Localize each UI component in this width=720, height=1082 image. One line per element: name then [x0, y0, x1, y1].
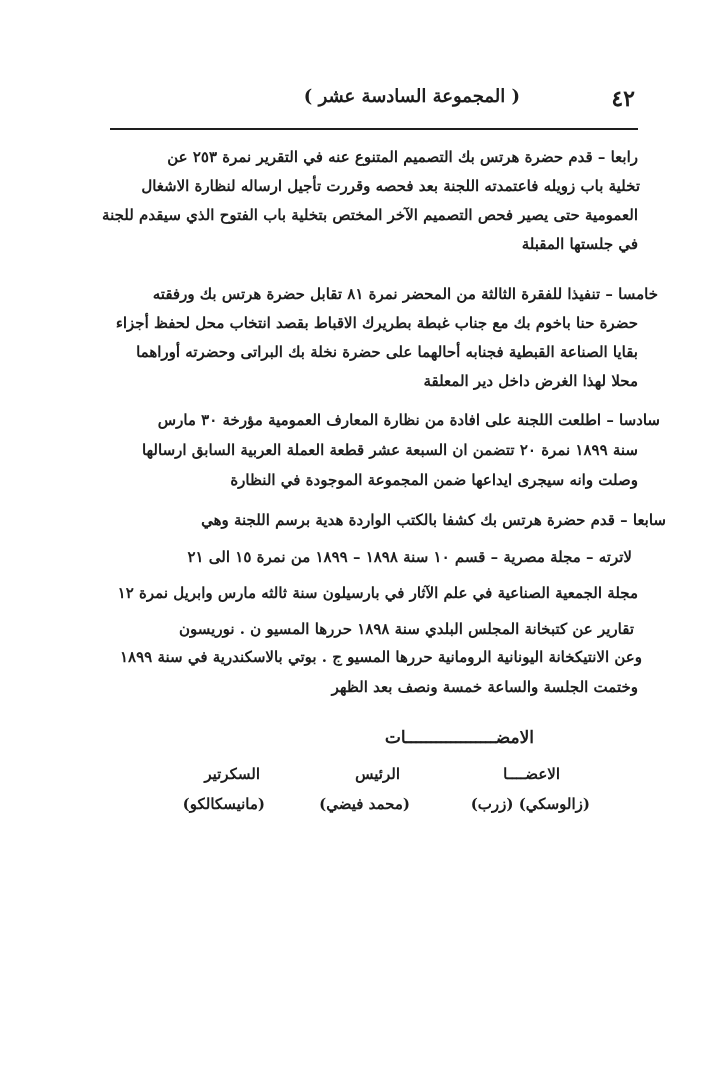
text-line: وعن الانتيكخانة اليونانية الرومانية حررها المسيو ج . بوتي بالاسكندرية في سنة ١٨٩٩ — [120, 648, 642, 666]
paragraph-sixth — [112, 408, 660, 498]
signatures-heading: الامضــــــــــــــــــات — [384, 728, 534, 748]
members-names: (زالوسكي) (زرب) — [470, 795, 590, 813]
text-line: وختمت الجلسة والساعة خمسة ونصف بعد الظهر — [331, 678, 638, 696]
secretary-name: (مانيسكالكو) — [182, 795, 265, 813]
page-number: ٤٢ — [611, 86, 635, 112]
text-line: رابعا – قدم حضرة هرتس بك التصميم المتنوع عنه في التقرير نمرة ٢٥٣ عن — [167, 148, 638, 166]
paragraph-seventh — [112, 508, 666, 538]
text-line: وصلت وانه سيجرى ايداعها ضمن المجموعة الموجودة في النظارة — [230, 471, 638, 489]
text-line: خامسا – تنفيذا للفقرة الثالثة من المحضر نمرة ٨١ تقابل حضرة هرتس بك ورفقته — [152, 285, 658, 303]
text-line: سابعا – قدم حضرة هرتس بك كشفا بالكتب الواردة هدية برسم اللجنة وهي — [201, 511, 666, 529]
text-line: في جلستها المقبلة — [521, 235, 638, 253]
text-line: سادسا – اطلعت اللجنة على افادة من نظارة المعارف العمومية مؤرخة ٣٠ مارس — [157, 411, 660, 429]
text-line: العمومية حتى يصير فحص التصميم الآخر المختص بتخلية باب الفتوح الذي سيقدم للجنة — [102, 206, 638, 224]
text-line: محلا لهذا الغرض داخل دير المعلقة — [423, 372, 638, 390]
president-title: الرئيس — [355, 765, 400, 783]
text-line: بقايا الصناعة القبطية فجنابه أحالهما على حضرة نخلة بك البراتى وحضرته أوراهما — [136, 343, 638, 361]
paragraph-fourth — [102, 145, 640, 265]
president-name: (محمد فيضي) — [319, 795, 410, 813]
text-line: سنة ١٨٩٩ نمرة ٢٠ تتضمن ان السبعة عشر قطعة العملة العربية السابق ارسالها — [141, 441, 638, 459]
paragraph-fifth — [112, 282, 658, 402]
paragraph-books-list — [112, 545, 642, 705]
text-line: لاترته – مجلة مصرية – قسم ١٠ سنة ١٨٩٨ – ١٨٩٩ من نمرة ١٥ الى ٢١ — [187, 548, 632, 566]
members-title: الاعضــــا — [503, 765, 560, 783]
header-rule — [110, 128, 638, 130]
running-title: ( المجموعة السادسة عشر ) — [303, 86, 520, 107]
text-line: حضرة حنا باخوم بك مع جناب غبطة بطريرك الاقباط بقصد انتخاب محل لحفظ أجزاء — [115, 314, 638, 332]
text-line: مجلة الجمعية الصناعية في علم الآثار في بارسيلون سنة ثالثه مارس وابريل نمرة ١٢ — [117, 584, 638, 602]
text-line: تقارير عن كتبخانة المجلس البلدي سنة ١٨٩٨ حررها المسيو ن . نوريسون — [179, 620, 634, 638]
text-line: تخلية باب زويله فاعتمدته اللجنة بعد فحصه وقررت تأجيل ارساله لنظارة الاشغال — [141, 177, 640, 195]
page-header — [255, 86, 635, 122]
secretary-title: السكرتير — [204, 765, 260, 783]
